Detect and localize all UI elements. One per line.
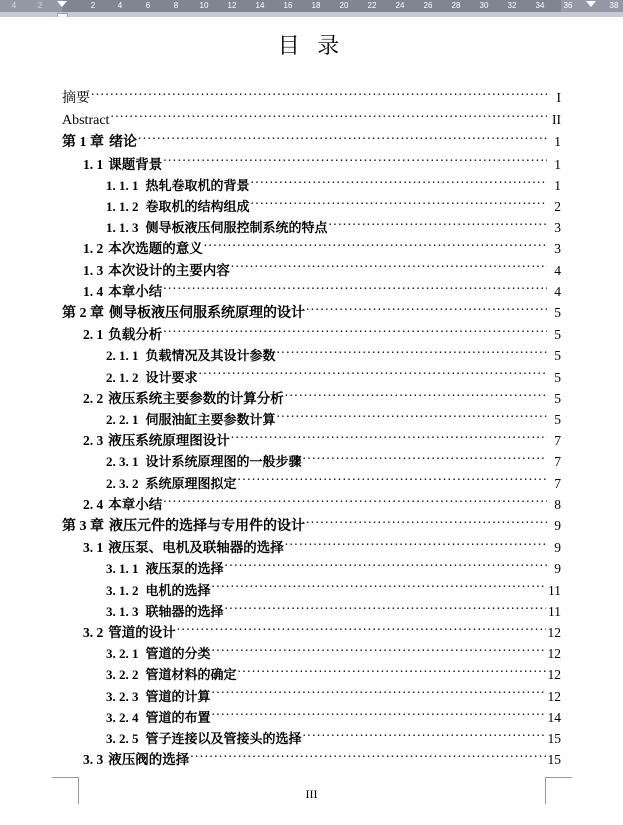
toc-entry-page-number: 5 <box>554 305 561 321</box>
toc-entry-label <box>62 516 305 537</box>
toc-entry[interactable] <box>62 131 561 153</box>
toc-leader-dots <box>138 133 547 147</box>
toc-entry-number: 3. 2. 3 <box>106 688 139 704</box>
toc-entry-page-number: 15 <box>547 731 561 747</box>
toc-entry-label <box>62 303 305 324</box>
toc-entry-label <box>83 154 162 175</box>
toc-entry-number: 第 3 章 <box>62 519 104 535</box>
toc-entry[interactable] <box>62 388 561 409</box>
toc-leader-dots <box>163 495 547 509</box>
toc-entry-title: 管子连接以及管接头的选择 <box>145 731 302 747</box>
toc-entry[interactable] <box>62 367 561 388</box>
toc-leader-dots <box>231 432 547 446</box>
toc-entry-number: 1. 3 <box>83 262 104 278</box>
toc-entry-number: 1. 2 <box>83 241 104 257</box>
ruler-tick-label: 28 <box>451 1 461 10</box>
ruler-tick-label: 34 <box>535 1 545 10</box>
toc-leader-dots <box>306 517 547 531</box>
toc-entry-title: 液压系统原理图设计 <box>108 433 230 449</box>
toc-leader-dots <box>277 347 547 361</box>
footer-page-number: III <box>305 787 318 801</box>
toc-entry-number: 1. 1. 2 <box>106 199 139 215</box>
toc-entry-label <box>83 430 230 451</box>
toc-entry-title: 本章小结 <box>108 283 163 299</box>
toc-leader-dots <box>329 219 547 233</box>
toc-entry-page-number: 4 <box>554 262 561 278</box>
toc-entry-label <box>83 749 189 770</box>
toc-entry[interactable] <box>62 749 561 770</box>
toc-entry-title: 摘要 <box>62 91 90 106</box>
toc-entry-title: 管道材料的确定 <box>145 667 237 683</box>
toc-entry-page-number: 7 <box>554 475 561 491</box>
toc-entry-number: 3. 1. 3 <box>106 603 139 619</box>
toc-entry-number: 3. 2. 1 <box>106 646 139 662</box>
toc-entry-number: 3. 2. 5 <box>106 731 139 747</box>
toc-entry-label <box>83 260 230 281</box>
toc-entry-title: 侧导板液压伺服控制系统的特点 <box>145 220 328 236</box>
toc-leader-dots <box>277 411 547 425</box>
toc-entry-label <box>106 707 211 728</box>
right-indent-marker[interactable] <box>586 1 596 7</box>
toc-entry[interactable] <box>62 175 561 196</box>
toc-entry[interactable] <box>62 558 561 579</box>
toc-entry[interactable] <box>62 686 561 707</box>
ruler-tick-label: 10 <box>199 1 209 10</box>
toc-entry[interactable] <box>62 622 561 643</box>
ruler-tick-label: 20 <box>339 1 349 10</box>
toc-entry-label <box>83 494 162 515</box>
ruler-tick-label: 30 <box>479 1 489 10</box>
ruler-tick-label: 36 <box>563 1 573 10</box>
toc-leader-dots <box>212 687 546 701</box>
toc-entry-title: 设计要求 <box>145 369 198 385</box>
toc-entry[interactable] <box>62 494 561 515</box>
toc-entry-number: 1. 1. 1 <box>106 177 139 193</box>
ruler-tick-label: 14 <box>255 1 265 10</box>
toc-entry[interactable] <box>62 473 561 494</box>
ruler-tick-label: 38 <box>609 1 619 10</box>
toc-entry[interactable] <box>62 430 561 451</box>
toc-entry-title: 系统原理图拟定 <box>145 475 237 491</box>
toc-entry-number: 第 2 章 <box>62 306 104 322</box>
toc-leader-dots <box>251 176 547 190</box>
toc-leader-dots <box>212 645 546 659</box>
toc-entry-label <box>106 664 237 685</box>
toc-entry-number: 2. 3. 2 <box>106 475 139 491</box>
toc-entry-label <box>106 601 224 622</box>
toc-entry-number: 2. 4 <box>83 496 104 512</box>
horizontal-ruler[interactable] <box>0 0 623 17</box>
toc-entry-title: 本次设计的主要内容 <box>108 262 230 278</box>
toc-entry-label <box>106 558 224 579</box>
toc-entry[interactable] <box>62 409 561 430</box>
toc-entry-number: 2. 1. 1 <box>106 348 139 364</box>
table-of-contents <box>62 87 561 771</box>
toc-entry-page-number: 9 <box>554 518 561 534</box>
toc-entry[interactable] <box>62 537 561 558</box>
toc-entry[interactable] <box>62 643 561 664</box>
toc-entry-label <box>62 110 109 131</box>
toc-entry-number: 2. 1. 2 <box>106 369 139 385</box>
toc-entry[interactable] <box>62 87 561 109</box>
toc-entry-label <box>106 345 276 366</box>
toc-entry-label <box>106 643 211 664</box>
toc-entry-number: 2. 3. 1 <box>106 454 139 470</box>
toc-entry-title: 本次选题的意义 <box>108 241 203 257</box>
toc-entry-page-number: 7 <box>554 454 561 470</box>
toc-entry-page-number: 12 <box>547 667 561 683</box>
toc-entry-page-number: 11 <box>548 603 561 619</box>
toc-entry-title: 液压系统主要参数的计算分析 <box>108 390 284 406</box>
toc-entry-title: 热轧卷取机的背景 <box>145 177 250 193</box>
toc-leader-dots <box>225 602 546 616</box>
toc-leader-dots <box>303 730 546 744</box>
toc-entry-label <box>106 580 211 601</box>
ruler-tick-label: 4 <box>11 1 17 10</box>
toc-entry-title: 液压泵、电机及联轴器的选择 <box>108 540 284 556</box>
ruler-margin-left[interactable] <box>0 0 62 12</box>
toc-entry-page-number: 3 <box>554 241 561 257</box>
toc-entry-page-number: 14 <box>547 709 561 725</box>
ruler-tick-label: 6 <box>145 1 151 10</box>
toc-leader-dots <box>251 198 547 212</box>
toc-entry-number: 2. 2. 1 <box>106 412 139 428</box>
ruler-tick-label: 22 <box>367 1 377 10</box>
toc-entry-page-number: 7 <box>554 433 561 449</box>
ruler-tick-label: 2 <box>37 1 43 10</box>
toc-entry-page-number: 12 <box>547 688 561 704</box>
toc-entry-title: 侧导板液压伺服系统原理的设计 <box>109 306 305 322</box>
toc-leader-dots <box>238 666 546 680</box>
toc-entry-page-number: 12 <box>547 625 561 641</box>
toc-entry-label <box>106 728 302 749</box>
toc-entry-label <box>83 388 284 409</box>
toc-leader-dots <box>238 474 547 488</box>
toc-entry-title: 卷取机的结构组成 <box>145 199 250 215</box>
toc-entry[interactable] <box>62 281 561 302</box>
toc-entry-title: 设计系统原理图的一般步骤 <box>145 454 302 470</box>
toc-leader-dots <box>110 111 547 125</box>
toc-entry-page-number: 9 <box>554 540 561 556</box>
toc-entry-page-number: 1 <box>554 134 561 150</box>
toc-entry-number: 3. 1. 2 <box>106 582 139 598</box>
toc-leader-dots <box>285 539 547 553</box>
page-title: 目 录 <box>277 33 346 58</box>
ruler-tick-label: 18 <box>311 1 321 10</box>
toc-entry[interactable] <box>62 345 561 366</box>
toc-leader-dots <box>163 155 547 169</box>
toc-leader-dots <box>212 581 546 595</box>
toc-entry-title: 绪论 <box>109 135 137 151</box>
toc-leader-dots <box>163 326 547 340</box>
toc-entry-number: 3. 2. 4 <box>106 709 139 725</box>
ruler-tick-label: 26 <box>423 1 433 10</box>
toc-entry-title: 管道的布置 <box>145 709 211 725</box>
toc-entry-page-number: 11 <box>548 582 561 598</box>
toc-entry-label <box>106 686 211 707</box>
ruler-tick-label: 24 <box>395 1 405 10</box>
toc-entry-page-number: 1 <box>554 177 561 193</box>
toc-entry-number: 第 1 章 <box>62 135 104 151</box>
toc-entry-title: 管道的计算 <box>145 688 211 704</box>
toc-entry-label <box>106 175 250 196</box>
toc-entry-label <box>83 324 162 345</box>
toc-entry-label <box>83 537 284 558</box>
toc-entry[interactable] <box>62 515 561 537</box>
toc-leader-dots <box>190 751 545 765</box>
toc-entry-label <box>106 196 250 217</box>
document-page <box>0 17 623 825</box>
toc-entry-label <box>62 132 137 153</box>
toc-entry-title: 伺服油缸主要参数计算 <box>145 412 276 428</box>
toc-entry-number: 1. 4 <box>83 283 104 299</box>
toc-entry[interactable] <box>62 324 561 345</box>
toc-leader-dots <box>225 560 547 574</box>
toc-entry-number: 2. 3 <box>83 433 104 449</box>
toc-entry-page-number: 5 <box>554 412 561 428</box>
toc-entry-number: 1. 1 <box>83 156 104 172</box>
toc-leader-dots <box>306 304 547 318</box>
toc-leader-dots <box>303 453 547 467</box>
toc-entry-page-number: 5 <box>554 348 561 364</box>
toc-entry[interactable] <box>62 707 561 728</box>
toc-entry-page-number: 4 <box>554 283 561 299</box>
toc-entry-title: 联轴器的选择 <box>145 603 224 619</box>
toc-entry-number: 2. 2 <box>83 390 104 406</box>
toc-entry-title: 液压阀的选择 <box>108 752 190 768</box>
toc-entry-page-number: 9 <box>554 561 561 577</box>
toc-entry-title: 负载情况及其设计参数 <box>145 348 276 364</box>
toc-leader-dots <box>177 624 546 638</box>
toc-leader-dots <box>163 282 547 296</box>
toc-entry-title: Abstract <box>62 113 110 129</box>
toc-entry[interactable] <box>62 664 561 685</box>
toc-entry[interactable] <box>62 109 561 131</box>
first-line-indent-marker[interactable] <box>57 1 67 7</box>
toc-entry[interactable] <box>62 302 561 324</box>
ruler-tick-label: 32 <box>507 1 517 10</box>
toc-entry[interactable] <box>62 728 561 749</box>
toc-entry[interactable] <box>62 217 561 238</box>
toc-entry-label <box>83 622 176 643</box>
toc-leader-dots <box>212 708 546 722</box>
toc-entry-page-number: 5 <box>554 327 561 343</box>
toc-entry-number: 2. 1 <box>83 327 104 343</box>
toc-entry-page-number: 5 <box>554 369 561 385</box>
toc-entry-page-number: 15 <box>547 752 561 768</box>
toc-leader-dots <box>91 89 547 103</box>
toc-entry-number: 3. 1 <box>83 540 104 556</box>
toc-entry-label <box>106 409 276 430</box>
toc-entry-title: 电机的选择 <box>145 582 211 598</box>
toc-entry[interactable] <box>62 601 561 622</box>
toc-leader-dots <box>285 389 547 403</box>
ruler-tick-label: 2 <box>90 1 96 10</box>
toc-entry-label <box>106 451 302 472</box>
toc-entry-label <box>106 217 328 238</box>
ruler-tick-label: 12 <box>227 1 237 10</box>
toc-entry-page-number: 3 <box>554 220 561 236</box>
toc-entry-number: 3. 2. 2 <box>106 667 139 683</box>
toc-entry-title: 管道的分类 <box>145 646 211 662</box>
toc-entry-title: 管道的设计 <box>108 625 176 641</box>
ruler-tick-label: 16 <box>283 1 293 10</box>
toc-entry-page-number: 5 <box>554 390 561 406</box>
toc-entry-number: 3. 3 <box>83 752 104 768</box>
toc-entry-label <box>83 281 162 302</box>
toc-entry-number: 1. 1. 3 <box>106 220 139 236</box>
toc-entry[interactable] <box>62 451 561 472</box>
toc-entry-title: 本章小结 <box>108 496 163 512</box>
toc-entry-page-number: 1 <box>554 156 561 172</box>
toc-entry-page-number: 12 <box>547 646 561 662</box>
ruler-tick-label: 8 <box>173 1 179 10</box>
toc-entry-title: 液压泵的选择 <box>145 561 224 577</box>
toc-entry-page-number: 2 <box>554 199 561 215</box>
toc-entry-page-number: II <box>552 112 561 128</box>
toc-entry-label <box>106 473 237 494</box>
toc-entry-page-number: 8 <box>554 496 561 512</box>
toc-leader-dots <box>231 261 547 275</box>
toc-entry[interactable] <box>62 154 561 175</box>
toc-entry-title: 负载分析 <box>108 327 163 343</box>
toc-leader-dots <box>199 368 547 382</box>
toc-entry-title: 液压元件的选择与专用件的设计 <box>109 519 305 535</box>
ruler-tick-label: 4 <box>117 1 123 10</box>
toc-leader-dots <box>204 240 547 254</box>
toc-entry-page-number: I <box>556 90 561 105</box>
toc-entry-label <box>83 238 203 259</box>
toc-entry-number: 3. 2 <box>83 625 104 641</box>
toc-entry-number: 3. 1. 1 <box>106 561 139 577</box>
toc-entry[interactable] <box>62 580 561 601</box>
toc-entry-label <box>62 88 90 109</box>
toc-entry-label <box>106 367 198 388</box>
toc-entry[interactable] <box>62 260 561 281</box>
toc-entry[interactable] <box>62 196 561 217</box>
toc-entry[interactable] <box>62 238 561 259</box>
toc-entry-title: 课题背景 <box>108 156 163 172</box>
